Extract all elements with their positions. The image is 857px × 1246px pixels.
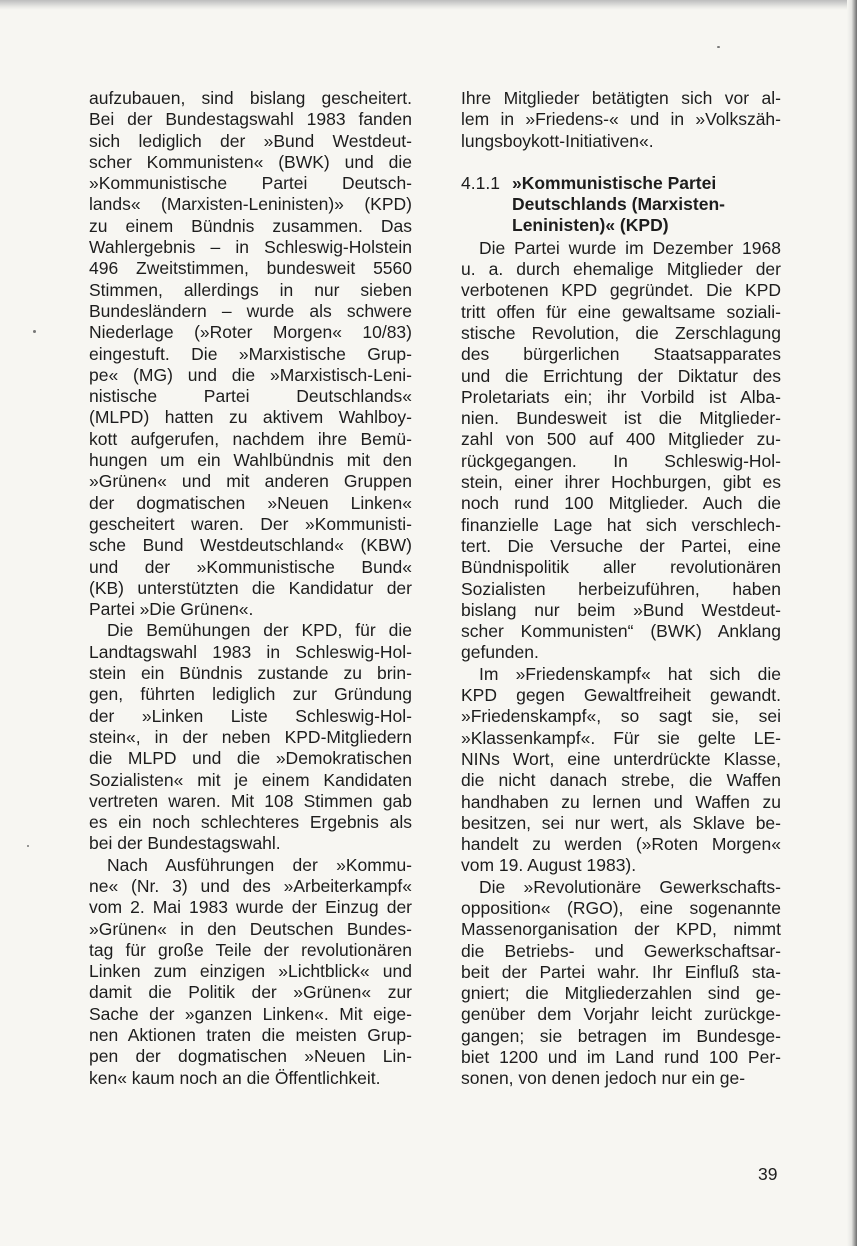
text-line: lungsboykott-Initiativen«.: [461, 130, 654, 151]
text-line: Stimmen, allerdings in nur sieben: [89, 279, 412, 300]
text-line: Die Bemühungen der KPD, für die: [107, 620, 412, 641]
text-line: der dogmatischen »Neuen Linken«: [89, 492, 412, 513]
left-paragraph-1: [89, 88, 412, 620]
text-line: scher Kommunisten“ (BWK) Anklang: [461, 621, 781, 642]
text-line: stein ein Bündnis zustande zu brin-: [89, 663, 412, 684]
text-line: Linken zum einzigen »Lichtblick« und: [89, 961, 412, 982]
right-column: [461, 88, 781, 1090]
text-line: pe« (MG) und die »Marxistisch-Leni-: [89, 364, 412, 385]
section-title: [512, 173, 781, 237]
right-paragraph-3: [461, 877, 781, 1090]
text-line: (KB) unterstützten die Kandidatur der: [89, 577, 412, 598]
text-line: besitzen, sei nur wert, als Sklave be-: [461, 812, 781, 833]
text-line: zahl von 500 auf 400 Mitglieder zu-: [461, 429, 781, 450]
text-line: handelt zu werden (»Roten Morgen«: [461, 834, 781, 855]
text-line: lem in »Friedens-« und in »Volkszäh-: [461, 109, 781, 130]
text-line: vom 19. August 1983).: [461, 855, 637, 876]
text-line: Im »Friedenskampf« hat sich die: [479, 663, 781, 684]
left-paragraph-3: [89, 855, 412, 1089]
text-line: stische Revolution, die Zerschlagung: [461, 322, 781, 343]
right-paragraph-2: [461, 664, 781, 877]
text-line: damit die Politik der »Grünen« zur: [89, 982, 412, 1003]
text-line: lands« (Marxisten-Leninisten)» (KPD): [89, 194, 412, 215]
text-line: rückgegangen. In Schleswig-Hol-: [461, 450, 781, 471]
text-line: gangen; sie betragen im Bundesge-: [461, 1025, 781, 1046]
text-line: NINs Wort, eine unterdrückte Klasse,: [461, 748, 781, 769]
text-line: sche Bund Westdeutschland« (KBW): [89, 535, 412, 556]
scan-speck: [33, 330, 36, 333]
text-line: tert. Die Versuche der Partei, eine: [461, 535, 781, 556]
text-line: vertreten waren. Mit 108 Stimmen gab: [89, 790, 412, 811]
text-line: der »Linken Liste Schleswig-Hol-: [89, 705, 412, 726]
text-line: »Kommunistische Partei: [512, 172, 717, 193]
text-line: »Grünen« und mit anderen Gruppen: [89, 471, 412, 492]
text-line: Wahlergebnis – in Schleswig-Holstein: [89, 237, 412, 258]
text-line: »Friedenskampf«, so sagt sie, sei: [461, 706, 781, 727]
text-line: Leninisten)« (KPD): [512, 215, 669, 236]
text-line: ken« kaum noch an die Öffentlichkeit.: [89, 1067, 381, 1088]
text-line: vom 2. Mai 1983 wurde der Einzug der: [89, 897, 412, 918]
text-line: Deutschlands (Marxisten-: [512, 194, 725, 215]
text-line: nen Aktionen traten die meisten Grup-: [89, 1025, 412, 1046]
text-line: handhaben zu lernen und Waffen zu: [461, 791, 781, 812]
text-line: Sozialisten herbeizuführen, haben: [461, 578, 781, 599]
right-intro-paragraph: [461, 88, 781, 152]
text-line: Bündnispolitik aller revolutionären: [461, 557, 781, 578]
text-line: zu einem Bündnis zusammen. Das: [89, 215, 412, 236]
text-line: u. a. durch ehemalige Mitglieder der: [461, 259, 781, 280]
text-line: Bundesländern – wurde als schwere: [89, 300, 412, 321]
text-line: Massenorganisation der KPD, nimmt: [461, 919, 781, 940]
text-line: finanzielle Lage hat sich verschlech-: [461, 514, 781, 535]
text-line: gescheitert waren. Der »Kommunisti-: [89, 513, 412, 534]
text-line: opposition« (RGO), eine sogenannte: [461, 897, 781, 918]
text-line: es ein noch schlechteres Ergebnis als: [89, 812, 412, 833]
text-line: und der »Kommunistische Bund«: [89, 556, 412, 577]
text-line: Bei der Bundestagswahl 1983 fanden: [89, 109, 412, 130]
text-line: tritt offen für eine gewaltsame soziali-: [461, 301, 781, 322]
text-line: Niederlage (»Roter Morgen« 10/83): [89, 322, 412, 343]
text-line: stein, einer ihrer Hochburgen, gibt es: [461, 472, 781, 493]
text-line: kott aufgerufen, nachdem ihre Bemü-: [89, 428, 412, 449]
scan-speck: [717, 46, 720, 48]
text-line: »Kommunistische Partei Deutsch-: [89, 173, 412, 194]
right-paragraph-1: [461, 238, 781, 664]
text-line: hungen um ein Wahlbündnis mit den: [89, 450, 412, 471]
text-line: aufzubauen, sind bislang gescheitert.: [89, 88, 412, 108]
text-line: Landtagswahl 1983 in Schleswig-Hol-: [89, 641, 412, 662]
text-line: nistische Partei Deutschlands«: [89, 386, 412, 407]
scan-edge-top: [0, 0, 857, 10]
text-line: Die Partei wurde im Dezember 1968: [479, 237, 781, 258]
section-heading: [461, 173, 781, 237]
text-line: 496 Zweitstimmen, bundesweit 5560: [89, 258, 412, 279]
text-line: die Betriebs- und Gewerkschaftsar-: [461, 940, 781, 961]
text-line: biet 1200 und im Land rund 100 Per-: [461, 1047, 781, 1068]
left-column: [89, 88, 412, 1089]
text-line: sich lediglich der »Bund Westdeut-: [89, 130, 412, 151]
scan-speck: [27, 845, 29, 847]
text-line: KPD gegen Gewaltfreiheit gewandt.: [461, 685, 781, 706]
text-line: Nach Ausführungen der »Kommu-: [107, 854, 412, 875]
text-line: Partei »Die Grünen«.: [89, 599, 254, 620]
text-line: Ihre Mitglieder betätigten sich vor al-: [461, 88, 781, 108]
text-line: »Klassenkampf«. Für sie gelte LE-: [461, 727, 781, 748]
page-number: 39: [758, 1164, 778, 1184]
scan-edge-right: [847, 0, 857, 1246]
text-line: tag für große Teile der revolutionären: [89, 939, 412, 960]
text-line: stein«, in der neben KPD-Mitgliedern: [89, 726, 412, 747]
text-line: scher Kommunisten« (BWK) und die: [89, 151, 412, 172]
text-line: nien. Bundesweit ist die Mitglieder-: [461, 408, 781, 429]
text-line: beit der Partei wahr. Ihr Einfluß sta-: [461, 961, 781, 982]
text-line: genüber dem Vorjahr leicht zurückge-: [461, 1004, 781, 1025]
left-paragraph-2: [89, 620, 412, 854]
text-line: Proletariats ein; ihr Vorbild ist Alba-: [461, 386, 781, 407]
text-line: eingestuft. Die »Marxistische Grup-: [89, 343, 412, 364]
text-line: sonen, von denen jedoch nur ein ge-: [461, 1068, 746, 1089]
text-line: pen der dogmatischen »Neuen Lin-: [89, 1046, 412, 1067]
text-line: gen, führten lediglich zur Gründung: [89, 684, 412, 705]
text-line: ne« (Nr. 3) und des »Arbeiterkampf«: [89, 875, 412, 896]
text-line: Sache der »ganzen Linken«. Mit eige-: [89, 1003, 412, 1024]
section-number: 4.1.1: [461, 172, 500, 193]
text-line: bislang nur beim »Bund Westdeut-: [461, 599, 781, 620]
text-line: die nicht danach strebe, die Waffen: [461, 770, 781, 791]
text-line: die MLPD und die »Demokratischen: [89, 748, 412, 769]
text-line: (MLPD) hatten zu aktivem Wahlboy-: [89, 407, 412, 428]
text-line: des bürgerlichen Staatsapparates: [461, 344, 781, 365]
text-line: »Grünen« in den Deutschen Bundes-: [89, 918, 412, 939]
text-line: verbotenen KPD gegründet. Die KPD: [461, 280, 781, 301]
text-line: und die Errichtung der Diktatur des: [461, 365, 781, 386]
text-line: gniert; die Mitgliederzahlen sind ge-: [461, 983, 781, 1004]
text-line: gefunden.: [461, 642, 539, 663]
text-line: Sozialisten« mit je einem Kandidaten: [89, 769, 412, 790]
text-line: noch rund 100 Mitglieder. Auch die: [461, 493, 781, 514]
text-line: bei der Bundestagswahl.: [89, 833, 281, 854]
text-line: Die »Revolutionäre Gewerkschafts-: [479, 876, 781, 897]
